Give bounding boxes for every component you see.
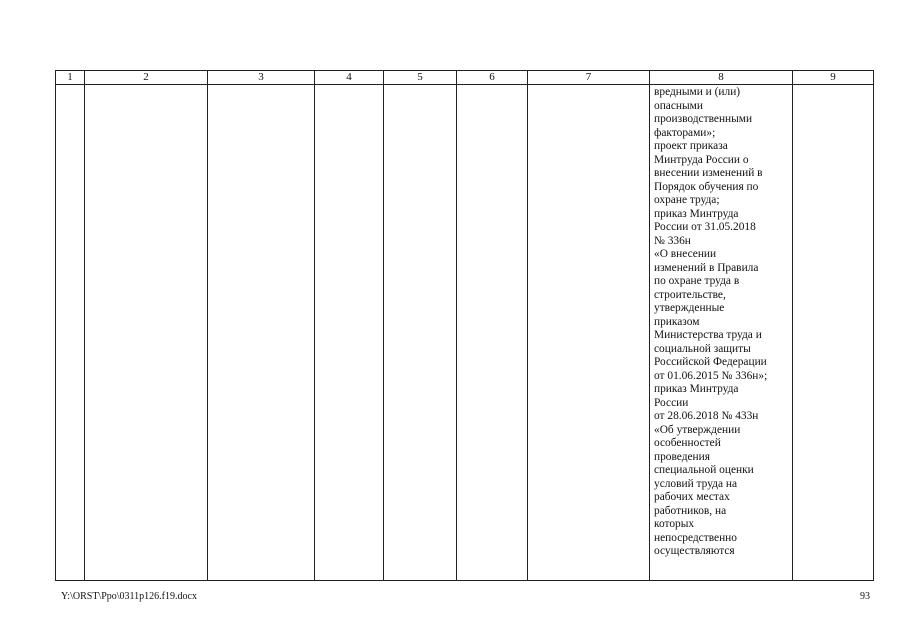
cell-text-line: условий труда на <box>654 477 738 490</box>
cell-text-line: особенностей <box>654 437 721 449</box>
cell-text-line: вредными и (или) <box>654 86 741 98</box>
cell-col-8 <box>650 85 793 581</box>
cell-text-line: рабочих местах <box>654 491 730 503</box>
document-table <box>55 70 874 581</box>
cell-text-line: России от 31.05.2018 <box>654 221 756 233</box>
cell-text-line: приказом <box>654 315 700 328</box>
cell-text-line: производственными <box>654 113 753 125</box>
cell-text-line: изменений в Правила <box>654 261 759 274</box>
cell-text-line: Порядок обучения по <box>654 180 759 193</box>
cell-text-line: охране труда; <box>654 194 720 206</box>
cell-text-line: Российской Федерации <box>654 356 767 368</box>
column-header-7: 7 <box>528 71 650 85</box>
cell-col-3 <box>208 85 315 581</box>
cell-text-line: строительстве, <box>654 288 726 301</box>
column-header-9: 9 <box>793 71 874 85</box>
cell-text-line: по охране труда в <box>654 275 740 287</box>
column-header-3: 3 <box>208 71 315 85</box>
cell-text-line: осуществляются <box>654 545 735 557</box>
cell-text-line: от 28.06.2018 № 433н <box>654 410 759 422</box>
cell-text-line: № 336н <box>654 234 691 247</box>
cell-col-6 <box>457 85 528 581</box>
page-number: 93 <box>860 591 870 602</box>
cell-text-line: которых <box>654 518 695 530</box>
cell-col-5 <box>384 85 457 581</box>
cell-text-line: от 01.06.2015 № 336н»; <box>654 369 768 382</box>
table-row <box>56 85 874 581</box>
cell-text-line: проведения <box>654 450 710 463</box>
cell-text-line: утвержденные <box>654 302 725 314</box>
cell-text-line: приказ Минтруда <box>654 207 739 220</box>
cell-text-line: Министерства труда и <box>654 329 762 341</box>
column-header-1: 1 <box>56 71 85 85</box>
column-header-6: 6 <box>457 71 528 85</box>
cell-text-line: опасными <box>654 99 703 112</box>
cell-col-2 <box>85 85 208 581</box>
cell-text-line: непосредственно <box>654 531 737 544</box>
cell-text-line: проект приказа <box>654 140 728 152</box>
cell-col-9 <box>793 85 874 581</box>
cell-text-line: «Об утверждении <box>654 423 741 436</box>
cell-col-8-text <box>650 85 792 559</box>
footer-file-path: Y:\ORST\Ppo\0311p126.f19.docx <box>61 591 197 602</box>
cell-text-line: приказ Минтруда <box>654 383 739 395</box>
column-header-5: 5 <box>384 71 457 85</box>
cell-text-line: «О внесении <box>654 248 717 260</box>
cell-text-line: факторами»; <box>654 126 716 139</box>
header-row <box>56 71 874 85</box>
cell-col-1 <box>56 85 85 581</box>
cell-text-line: России <box>654 396 689 409</box>
cell-text-line: Минтруда России о <box>654 153 749 166</box>
cell-text-line: внесении изменений в <box>654 167 763 179</box>
column-header-4: 4 <box>315 71 384 85</box>
cell-col-7 <box>528 85 650 581</box>
column-header-2: 2 <box>85 71 208 85</box>
cell-text-line: социальной защиты <box>654 342 751 355</box>
cell-text-line: работников, на <box>654 504 727 517</box>
column-header-8: 8 <box>650 71 793 85</box>
cell-text-line: специальной оценки <box>654 464 754 476</box>
cell-col-4 <box>315 85 384 581</box>
